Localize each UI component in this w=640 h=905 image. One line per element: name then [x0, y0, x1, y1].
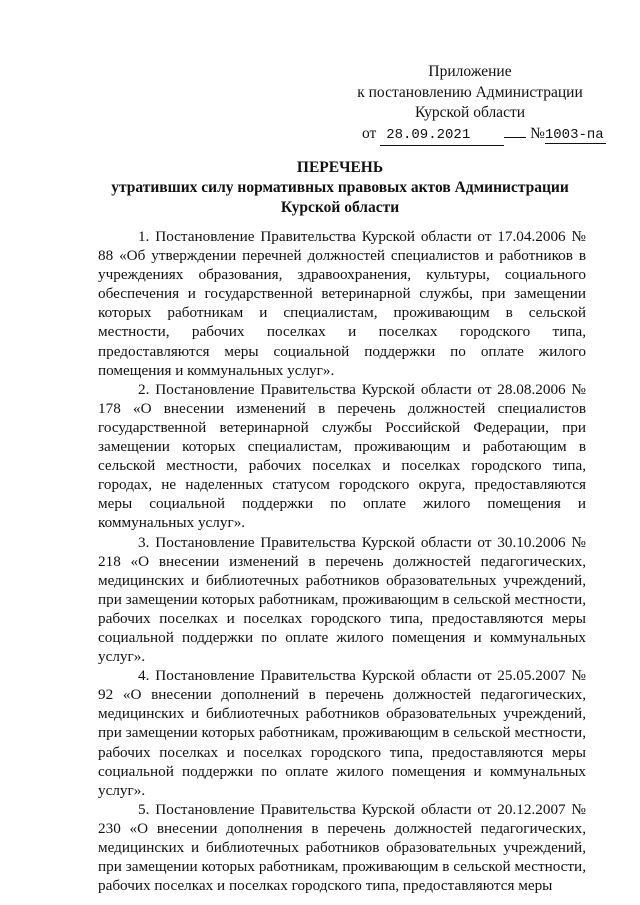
- appendix-decree-ref: к постановлению Администрации: [357, 83, 583, 101]
- date-prefix: от: [362, 124, 377, 142]
- appendix-label: Приложение: [428, 63, 512, 80]
- title-subtitle-line1: утративших силу нормативных правовых актов Администрации: [111, 179, 569, 196]
- appendix-region: Курской области: [414, 104, 526, 121]
- title-main: ПЕРЕЧЕНЬ: [296, 159, 384, 176]
- list-item: 4. Постановление Правительства Курской области от 25.05.2007 № 92 «О внесении дополнений в перечень должностей педагогических, медицинских и библиотечных работников образовательных учреждений, при замещении которых работникам, проживающим в сельской местности, рабочих поселках и поселках городского типа, предоставляются меры социальной поддержки по оплате жилого помещения и коммунальных услуг».: [98, 667, 586, 799]
- list-item: 5. Постановление Правительства Курской области от 20.12.2007 № 230 «О внесении дополнения в перечень должностей педагогических, медицинских и библиотечных работников образовательных учреждений, при замещении которых работникам, проживающим в сельской местности, рабочих поселках и поселках городского типа, предоставляются меры: [98, 800, 586, 895]
- number-prefix: №: [530, 124, 545, 142]
- document-title: [80, 158, 600, 218]
- decree-date: 28.09.2021: [380, 125, 504, 147]
- appendix-date-line: [362, 124, 604, 147]
- decree-number: 1003-па: [544, 126, 604, 143]
- appendix-header: [340, 62, 604, 146]
- list-item: 1. Постановление Правительства Курской области от 17.04.2006 № 88 «Об утверждении перечней должностей специалистов и работников в учреждениях образования, здравоохранения, культуры, социального обеспечения и государственной ветеринарной службы, при замещении которых работникам и специалистам, проживающим в сельской местности, рабочих поселках и поселках городского типа, предоставляются меры социальной поддержки по оплате жилого помещения и коммунальных услуг».: [98, 228, 586, 379]
- list-item: 3. Постановление Правительства Курской области от 30.10.2006 № 218 «О внесении изменений в перечень должностей педагогических, медицинских и библиотечных работников образовательных учреждений, при замещении которых работникам, проживающим в сельской местности, рабочих поселках и поселках городского типа, предоставляются меры социальной поддержки по оплате жилого помещения и коммунальных услуг».: [98, 533, 586, 666]
- document-body: [98, 227, 586, 895]
- list-item: 2. Постановление Правительства Курской области от 28.08.2006 № 178 «О внесении изменений в перечень должностей специалистов государственной ветеринарной службы Российской Федерации, при замещении которых специалистам, проживающим и работающим в сельской местности, рабочих поселках и поселках городского типа, городах, не наделенных статусом городского округа, предоставляются меры социальной поддержки по оплате жилого помещения и коммунальных услуг».: [98, 380, 586, 532]
- title-subtitle-line2: Курской области: [280, 199, 400, 216]
